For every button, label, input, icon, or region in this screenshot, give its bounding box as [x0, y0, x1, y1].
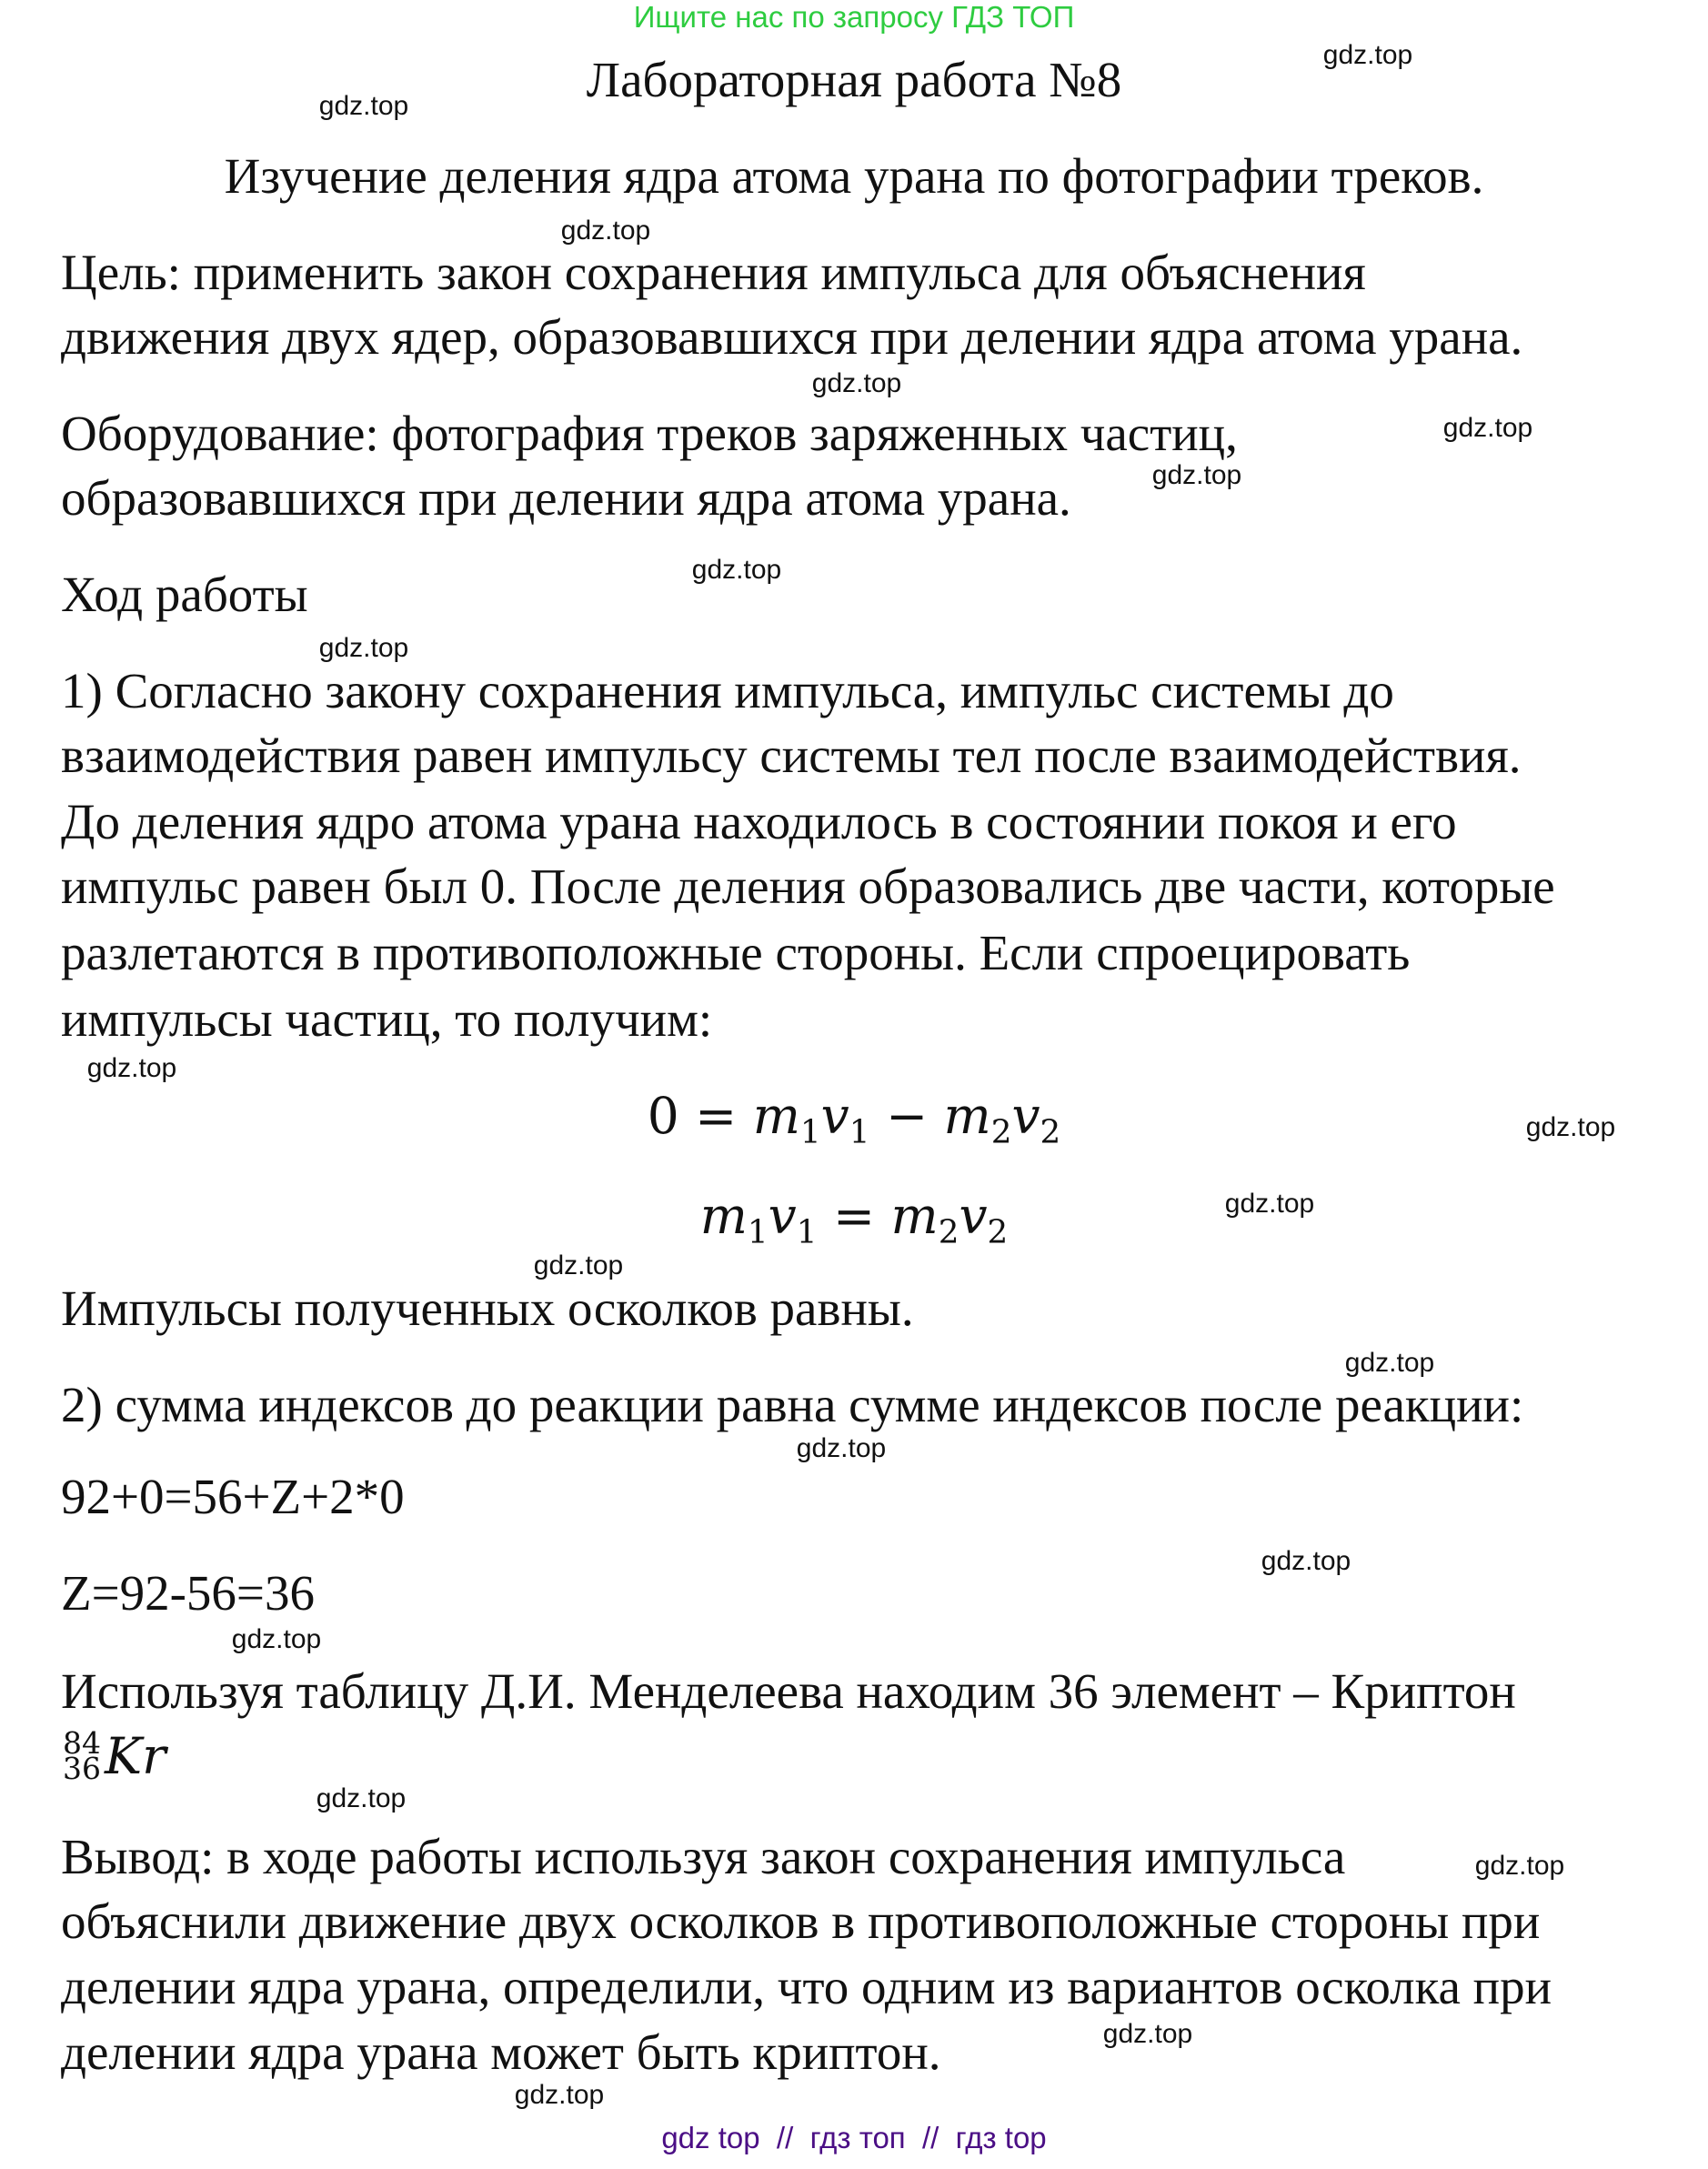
- watermark: gdz.top: [1261, 1546, 1351, 1576]
- footer-links: gdz top // гдз топ // гдз top: [661, 2121, 1047, 2154]
- equipment-line: Оборудование: фотография треков заряженных частиц,: [61, 406, 1238, 461]
- search-banner: Ищите нас по запросу ГДЗ ТОП: [633, 0, 1075, 34]
- conclusion-line: делении ядра урана может быть криптон.: [61, 2024, 941, 2080]
- krypton-isotope: [61, 1725, 166, 1786]
- watermark: gdz.top: [1322, 40, 1413, 70]
- watermark: gdz.top: [1344, 1348, 1435, 1378]
- watermark: gdz.top: [514, 2080, 605, 2110]
- conclusion-line: Вывод: в ходе работы используя закон сохранения импульса: [61, 1829, 1346, 1884]
- atomic-number: 36: [63, 1751, 101, 1786]
- step1-line: 1) Согласно закону сохранения импульса, импульс системы до: [61, 663, 1394, 718]
- step2-line: 2) сумма индексов до реакции равна сумме индексов после реакции:: [61, 1377, 1524, 1432]
- watermark: gdz.top: [316, 1783, 407, 1813]
- watermark: gdz.top: [533, 1250, 624, 1280]
- watermark: gdz.top: [1525, 1112, 1616, 1142]
- mendeleev-line: Используя таблицу Д.И. Менделеева находим 36 элемент – Криптон: [61, 1663, 1516, 1719]
- watermark: gdz.top: [811, 368, 902, 398]
- watermark: gdz.top: [1151, 460, 1242, 490]
- watermark: gdz.top: [86, 1053, 177, 1083]
- watermark: gdz.top: [1474, 1851, 1565, 1881]
- watermark: gdz.top: [318, 91, 409, 121]
- step1-result: Импульсы полученных осколков равны.: [61, 1280, 914, 1336]
- formula-momentum-equal: $m_1v_1 = m_2v_2$: [699, 1187, 1009, 1251]
- watermark: gdz.top: [796, 1433, 887, 1463]
- step1-line: До деления ядро атома урана находилось в состоянии покоя и его: [61, 794, 1457, 849]
- equipment-line: образовавшихся при делении ядра атома урана.: [61, 470, 1071, 526]
- watermark: gdz.top: [560, 216, 651, 246]
- formula-momentum-zero: $0 = m_1v_1 - m_2v_2$: [647, 1087, 1061, 1151]
- page-title: Лабораторная работа №8: [586, 52, 1122, 107]
- conclusion-line: объяснили движение двух осколков в противоположные стороны при: [61, 1893, 1541, 1949]
- mass-number: 84: [63, 1725, 101, 1761]
- equation-1: 92+0=56+Z+2*0: [61, 1469, 405, 1524]
- goal-line: движения двух ядер, образовавшихся при делении ядра атома урана.: [61, 309, 1523, 365]
- step1-line: разлетаются в противоположные стороны. Если спроецировать: [61, 925, 1411, 980]
- step1-line: взаимодействия равен импульсу системы тел после взаимодействия.: [61, 728, 1522, 783]
- watermark: gdz.top: [1224, 1189, 1315, 1219]
- conclusion-line: делении ядра урана, определили, что одним из вариантов осколка при: [61, 1959, 1552, 2014]
- subtitle: Изучение деления ядра атома урана по фотографии треков.: [224, 148, 1484, 204]
- watermark: gdz.top: [231, 1624, 322, 1654]
- watermark: gdz.top: [691, 555, 782, 585]
- equation-2: Z=92-56=36: [61, 1565, 315, 1621]
- element-symbol: Kr: [105, 1727, 166, 1785]
- step1-line: импульсы частиц, то получим:: [61, 991, 713, 1047]
- procedure-heading: Ход работы: [61, 567, 308, 622]
- watermark: gdz.top: [318, 633, 409, 663]
- step1-line: импульс равен был 0. После деления образовались две части, которые: [61, 859, 1555, 914]
- watermark: gdz.top: [1102, 2019, 1193, 2049]
- goal-line: Цель: применить закон сохранения импульса для объяснения: [61, 245, 1366, 300]
- watermark: gdz.top: [1442, 413, 1533, 443]
